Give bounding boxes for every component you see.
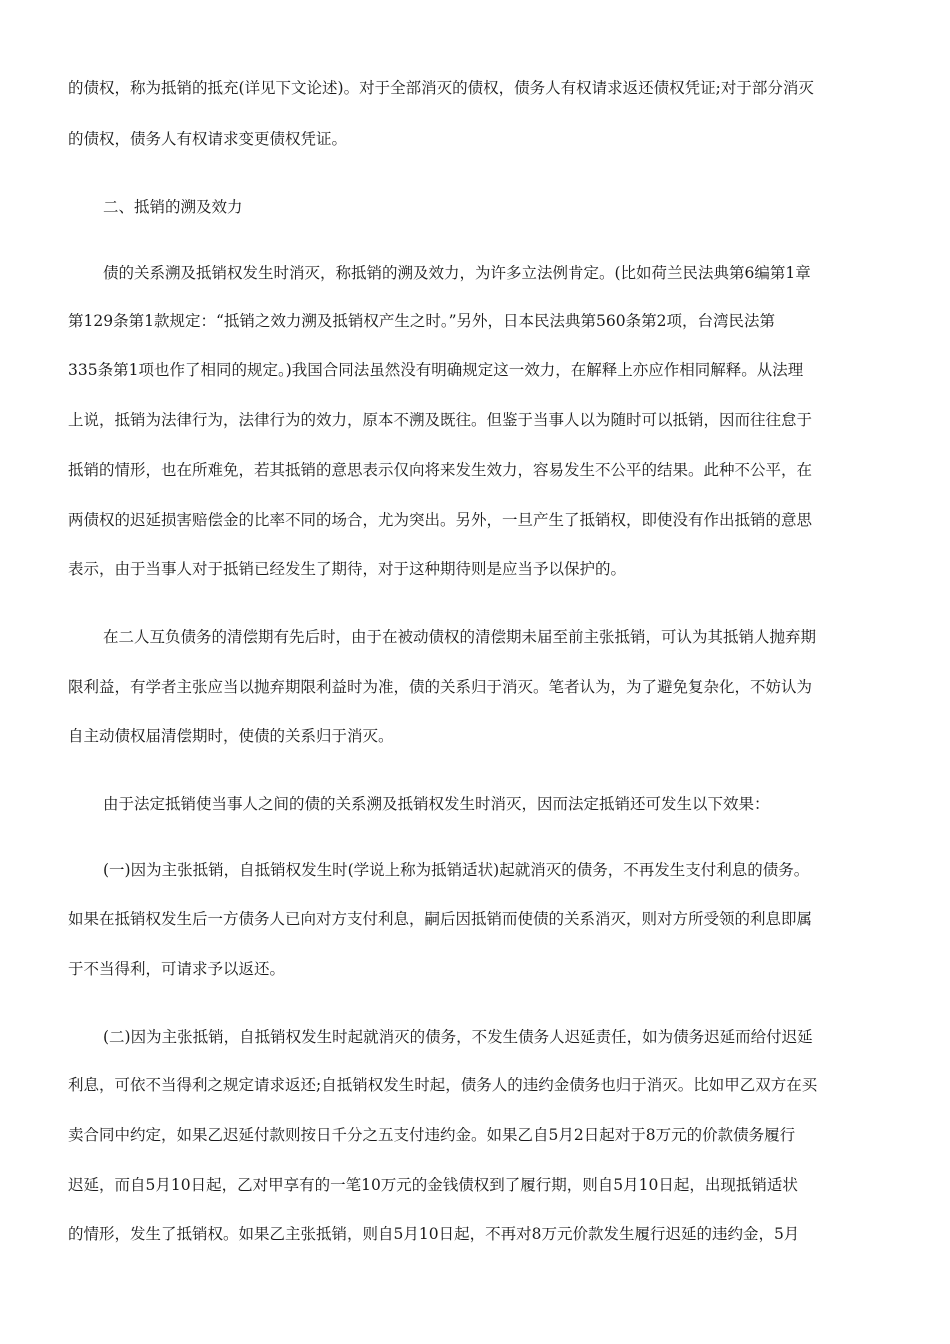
- text-line: 限利益，有学者主张应当以抛弃期限利益时为准，债的关系归于消灭。笔者认为，为了避免复杂化，不妨认为: [68, 678, 813, 696]
- text-line: 债的关系溯及抵销权发生时消灭，称抵销的溯及效力，为许多立法例肯定。(比如荷兰民法典第6编第1章: [103, 264, 811, 282]
- text-line: 由于法定抵销使当事人之间的债的关系溯及抵销权发生时消灭，因而法定抵销还可发生以下效果：: [103, 795, 770, 813]
- text-line: 的债权，称为抵销的抵充(详见下文论述)。对于全部消灭的债权，债务人有权请求返还债权凭证;对于部分消灭: [68, 79, 814, 97]
- text-line: 于不当得利，可请求予以返还。: [68, 960, 286, 978]
- text-line: 第129条第1款规定：“抵销之效力溯及抵销权产生之时。”另外，日本民法典第560条第2项，台湾民法第: [68, 312, 775, 330]
- section-heading: 二、抵销的溯及效力: [103, 198, 243, 216]
- text-line: 卖合同中约定，如果乙迟延付款则按日千分之五支付违约金。如果乙自5月2日起对于8万元的价款债务履行: [68, 1126, 796, 1144]
- text-line: 335条第1项也作了相同的规定。)我国合同法虽然没有明确规定这一效力，在解释上亦应作相同解释。从法理: [68, 361, 804, 379]
- text-line: 利息，可依不当得利之规定请求返还;自抵销权发生时起，债务人的违约金债务也归于消灭。比如甲乙双方在买: [68, 1076, 818, 1094]
- text-line: 迟延，而自5月10日起，乙对甲享有的一笔10万元的金钱债权到了履行期，则自5月10日起，出现抵销适状: [68, 1176, 798, 1194]
- text-line: (二)因为主张抵销，自抵销权发生时起就消灭的债务，不发生债务人迟延责任，如为债务迟延而给付迟延: [103, 1028, 813, 1046]
- text-line: (一)因为主张抵销，自抵销权发生时(学说上称为抵销适状)起就消灭的债务，不再发生支付利息的债务。: [103, 861, 810, 879]
- text-line: 如果在抵销权发生后一方债务人已向对方支付利息，嗣后因抵销而使债的关系消灭，则对方所受领的利息即属: [68, 910, 813, 928]
- text-line: 的债权，债务人有权请求变更债权凭证。: [68, 130, 348, 148]
- text-line: 表示，由于当事人对于抵销已经发生了期待，对于这种期待则是应当予以保护的。: [68, 560, 627, 578]
- text-line: 两债权的迟延损害赔偿金的比率不同的场合，尤为突出。另外，一旦产生了抵销权，即使没有作出抵销的意思: [68, 511, 813, 529]
- text-line: 的情形，发生了抵销权。如果乙主张抵销，则自5月10日起，不再对8万元价款发生履行迟延的违约金，5月: [68, 1225, 800, 1243]
- text-line: 自主动债权届清偿期时，使债的关系归于消灭。: [68, 727, 394, 745]
- text-line: 上说，抵销为法律行为，法律行为的效力，原本不溯及既往。但鉴于当事人以为随时可以抵销，因而往往怠于: [68, 411, 813, 429]
- text-line: 在二人互负债务的清偿期有先后时，由于在被动债权的清偿期未届至前主张抵销，可认为其抵销人抛弃期: [103, 628, 817, 646]
- text-line: 抵销的情形，也在所难免，若其抵销的意思表示仅向将来发生效力，容易发生不公平的结果。此种不公平，在: [68, 461, 813, 479]
